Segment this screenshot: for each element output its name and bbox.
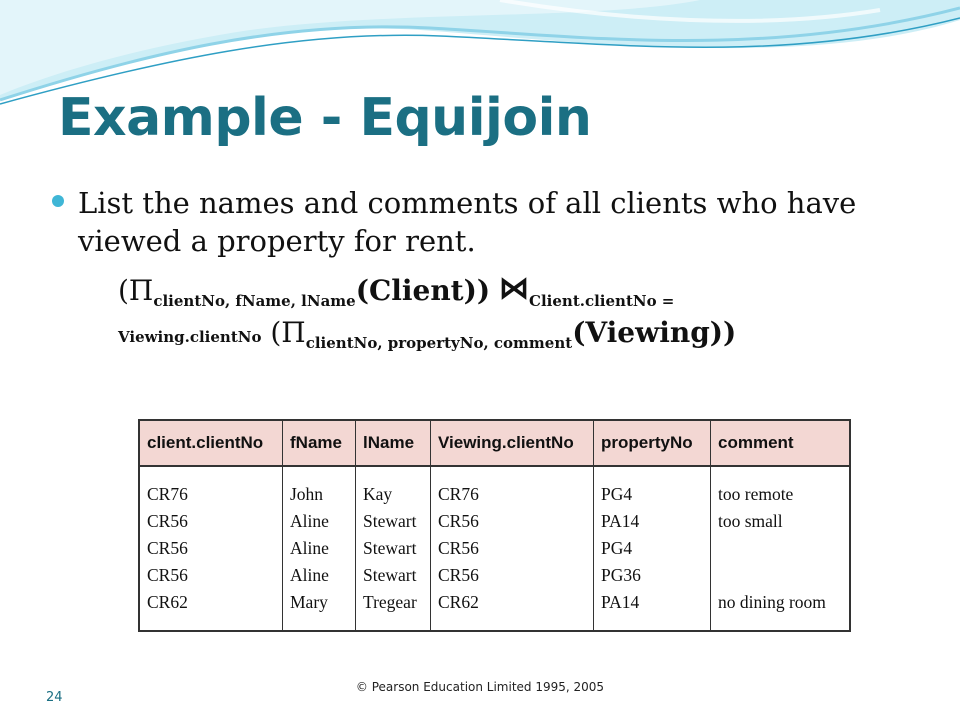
join-condition-part-2: Viewing.clientNo [118,328,262,346]
table-column [711,466,851,631]
projection-attributes-viewing: clientNo, propertyNo, comment [305,334,573,352]
column-header: client.clientNo [139,420,283,466]
table-cell: Stewart [363,538,417,558]
table-cell: Stewart [363,565,417,585]
table-cell: Kay [363,484,393,504]
join-condition-part-1: Client.clientNo = [529,292,675,310]
table-cell: CR76 [147,484,188,504]
join-icon: ⋈ [499,271,530,306]
relational-expression-line-1 [118,271,674,310]
table-cell: Mary [290,592,328,612]
projection-open: (Π [118,274,154,307]
relation-client: (Client)) [355,274,491,307]
table-cell: PA14 [601,511,640,531]
relational-expression-line-2 [118,316,736,352]
table-cell: CR76 [438,484,479,504]
table-cell: CR56 [438,511,479,531]
table-cell: Aline [290,511,329,531]
table-cell: John [290,484,324,504]
page-number: 24 [46,690,63,705]
table-cell: CR56 [147,565,188,585]
table-cell: Aline [290,538,329,558]
table-cell: too small [718,511,783,531]
slide-title: Example - Equijoin [58,88,592,148]
table-cell: PG4 [601,484,633,504]
equijoin-result-table [138,419,851,632]
copyright-footer: © Pearson Education Limited 1995, 2005 [355,680,605,694]
table-column [431,466,594,631]
table-body [139,466,850,631]
column-header: comment [711,420,851,466]
column-header: fName [283,420,356,466]
table-cell: CR62 [147,592,188,612]
relation-viewing: (Viewing)) [572,316,737,349]
column-header: lName [356,420,431,466]
table-cell: CR56 [438,538,479,558]
column-header: propertyNo [594,420,711,466]
table-cell: CR62 [438,592,479,612]
table-cell: Stewart [363,511,417,531]
table-column [139,466,283,631]
projection-attributes-client: clientNo, fName, lName [153,292,356,310]
projection-open-2: (Π [270,316,306,349]
table-cell: Tregear [363,592,417,612]
table-cell: PA14 [601,592,640,612]
table-cell: PG4 [601,538,633,558]
table-cell [718,562,842,589]
table-cell: CR56 [438,565,479,585]
table-cell: no dining room [718,592,826,612]
table-column [356,466,431,631]
column-header: Viewing.clientNo [431,420,594,466]
table-cell: CR56 [147,511,188,531]
table-cell [718,535,842,562]
table-cell: too remote [718,484,794,504]
table-header-row [139,420,850,466]
table-column [283,466,356,631]
table-cell: PG36 [601,565,641,585]
bullet-text: List the names and comments of all clients who have viewed a property for rent. [78,186,857,258]
table-cell: Aline [290,565,329,585]
table-cell: CR56 [147,538,188,558]
table-column [594,466,711,631]
bullet-icon [52,195,64,207]
